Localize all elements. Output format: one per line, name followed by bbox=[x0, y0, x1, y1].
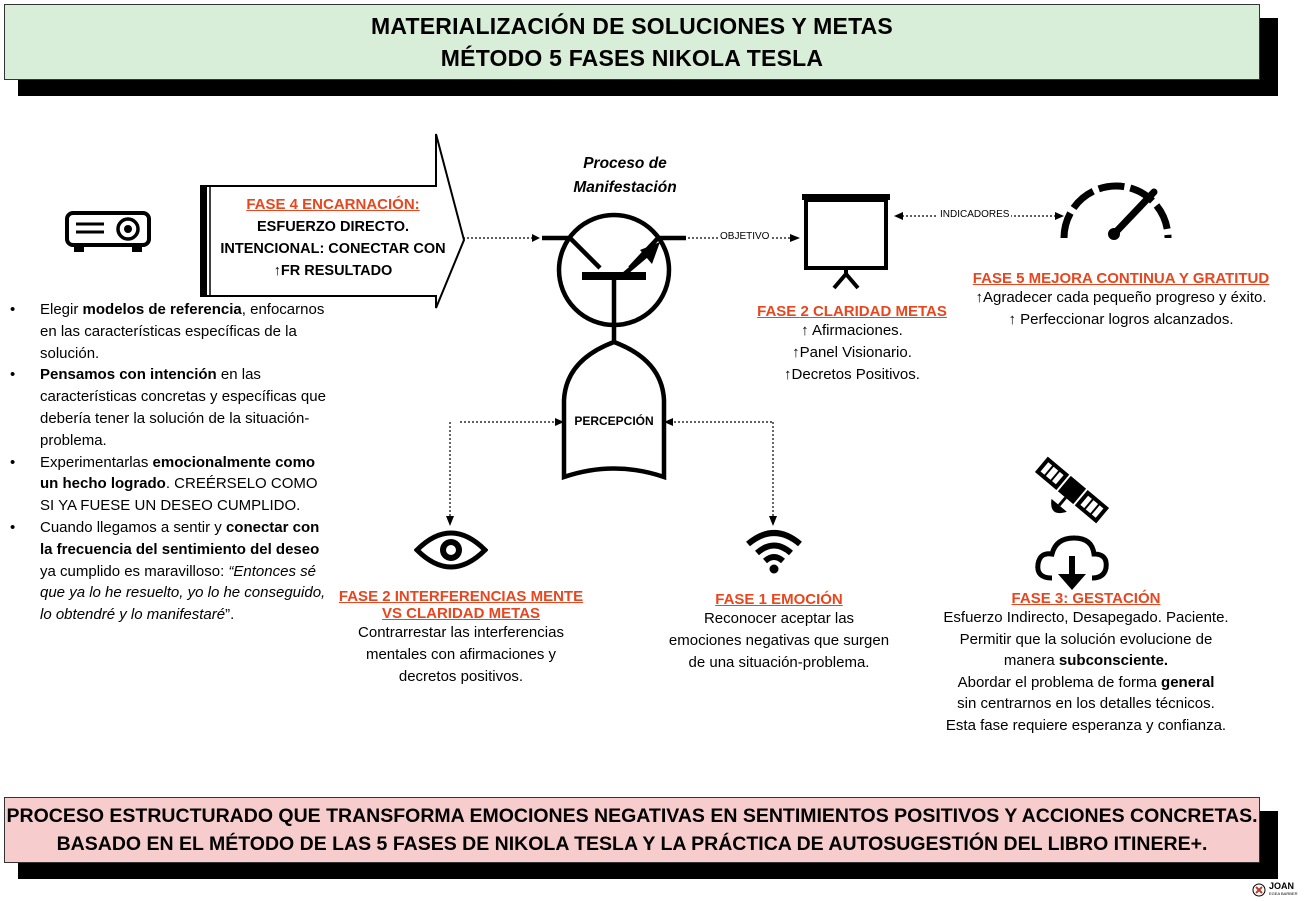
fase5-line: ↑ Perfeccionar logros alcanzados. bbox=[1008, 311, 1234, 328]
header-box bbox=[4, 4, 1260, 80]
page-subtitle: MÉTODO 5 FASES NIKOLA TESLA bbox=[440, 45, 824, 71]
fase3-line: Permitir que la solución evolucione de bbox=[959, 630, 1213, 648]
logo-mark-icon bbox=[1252, 883, 1266, 897]
fase4-line1: ESFUERZO DIRECTO. bbox=[257, 219, 409, 235]
fase3-title: FASE 3: GESTACIÓN bbox=[1011, 590, 1161, 607]
fase4-bullet-list bbox=[10, 299, 332, 626]
fase1-block bbox=[640, 591, 918, 674]
projection-screen-icon bbox=[800, 190, 894, 290]
fase1-title: FASE 1 EMOCIÓN bbox=[715, 591, 843, 608]
fase2-interferencias-line: decretos positivos. bbox=[398, 668, 524, 685]
logo-name: JOAN bbox=[1269, 881, 1295, 891]
fase4-text bbox=[210, 194, 456, 282]
footer-box bbox=[4, 797, 1260, 863]
fase3-line: manera subconsciente. bbox=[1003, 652, 1169, 669]
fase2-interferencias-title: FASE 2 INTERFERENCIAS MENTE bbox=[338, 588, 584, 605]
perception-connectors bbox=[440, 416, 790, 528]
fase2-interferencias-block bbox=[320, 588, 602, 688]
author-logo bbox=[1252, 881, 1297, 899]
footer-line1: PROCESO ESTRUCTURADO QUE TRANSFORMA EMOCIONES NEGATIVAS EN SENTIMIENTOS POSITIVOS Y ACCIONES CONCRETAS. bbox=[6, 805, 1258, 827]
fase1-line: Reconocer aceptar las bbox=[703, 610, 855, 627]
page-title: MATERIALIZACIÓN DE SOLUCIONES Y METAS bbox=[371, 13, 893, 39]
perception-label: PERCEPCIÓN bbox=[574, 414, 654, 428]
wifi-icon bbox=[744, 528, 804, 574]
projector-icon bbox=[64, 210, 152, 254]
fase3-line: Abordar el problema de forma general bbox=[957, 673, 1215, 691]
list-item: • Cuando llegamos a sentir y conectar con la frecuencia del sentimiento del deseo ya cumplido es maravilloso: “Entonces sé que ya lo he resuelto, yo lo he conseguido, lo obtendré y lo manifestaré”. bbox=[10, 517, 332, 626]
fase2-interferencias-line: Contrarrestar las interferencias bbox=[358, 624, 564, 641]
fase5-block bbox=[950, 270, 1292, 331]
process-label: Proceso de Manifestación bbox=[573, 155, 677, 196]
logo-sub: EGEA BARBER bbox=[1269, 891, 1298, 896]
transistor-icon bbox=[542, 215, 686, 345]
fase1-line: de una situación-problema. bbox=[688, 654, 870, 671]
eye-icon bbox=[414, 528, 488, 572]
satellite-icon bbox=[1032, 452, 1112, 528]
fase2-claridad-title: FASE 2 CLARIDAD METAS bbox=[757, 303, 947, 320]
footer-line2: BASADO EN EL MÉTODO DE LAS 5 FASES DE NIKOLA TESLA Y LA PRÁCTICA DE AUTOSUGESTIÓN DEL LIBRO ITINERE+. bbox=[56, 833, 1208, 855]
fase3-block bbox=[906, 590, 1266, 736]
fase3-line: Esfuerzo Indirecto, Desapegado. Paciente. bbox=[943, 609, 1229, 626]
indicators-label: INDICADORES bbox=[940, 209, 1010, 220]
list-item: • Experimentarlas emocionalmente como un hecho logrado. CREÉRSELO COMO SI YA FUESE UN DESEO CUMPLIDO. bbox=[10, 452, 332, 517]
cloud-download-icon bbox=[1034, 532, 1110, 592]
fase2-claridad-line: ↑ Afirmaciones. bbox=[801, 322, 903, 339]
fase3-line: sin centrarnos en los detalles técnicos. bbox=[957, 695, 1215, 712]
list-item: • Pensamos con intención en las características concretas y específicas que debería tener la solución de la situación-problema. bbox=[10, 364, 332, 451]
fase5-line: ↑Agradecer cada pequeño progreso y éxito. bbox=[975, 289, 1267, 306]
speedometer-icon bbox=[1056, 172, 1176, 244]
fase2-claridad-block bbox=[752, 303, 952, 386]
objective-label: OBJETIVO bbox=[720, 231, 770, 242]
fase2-claridad-line: ↑Panel Visionario. bbox=[792, 344, 912, 361]
fase1-line: emociones negativas que surgen bbox=[668, 632, 890, 649]
fase4-line3: ↑FR RESULTADO bbox=[273, 263, 393, 279]
fase2-interferencias-subtitle: VS CLARIDAD METAS bbox=[381, 605, 541, 622]
fase3-line: Esta fase requiere esperanza y confianza. bbox=[945, 716, 1227, 734]
fase4-title: FASE 4 ENCARNACIÓN: bbox=[246, 196, 420, 213]
fase4-line2: INTENCIONAL: CONECTAR CON bbox=[220, 241, 446, 257]
fase2-interferencias-line: mentales con afirmaciones y bbox=[365, 646, 557, 663]
fase2-claridad-line: ↑Decretos Positivos. bbox=[784, 366, 920, 383]
fase5-title: FASE 5 MEJORA CONTINUA Y GRATITUD bbox=[972, 270, 1270, 287]
list-item: • Elegir modelos de referencia, enfocarnos en las características específicas de la solución. bbox=[10, 299, 332, 364]
